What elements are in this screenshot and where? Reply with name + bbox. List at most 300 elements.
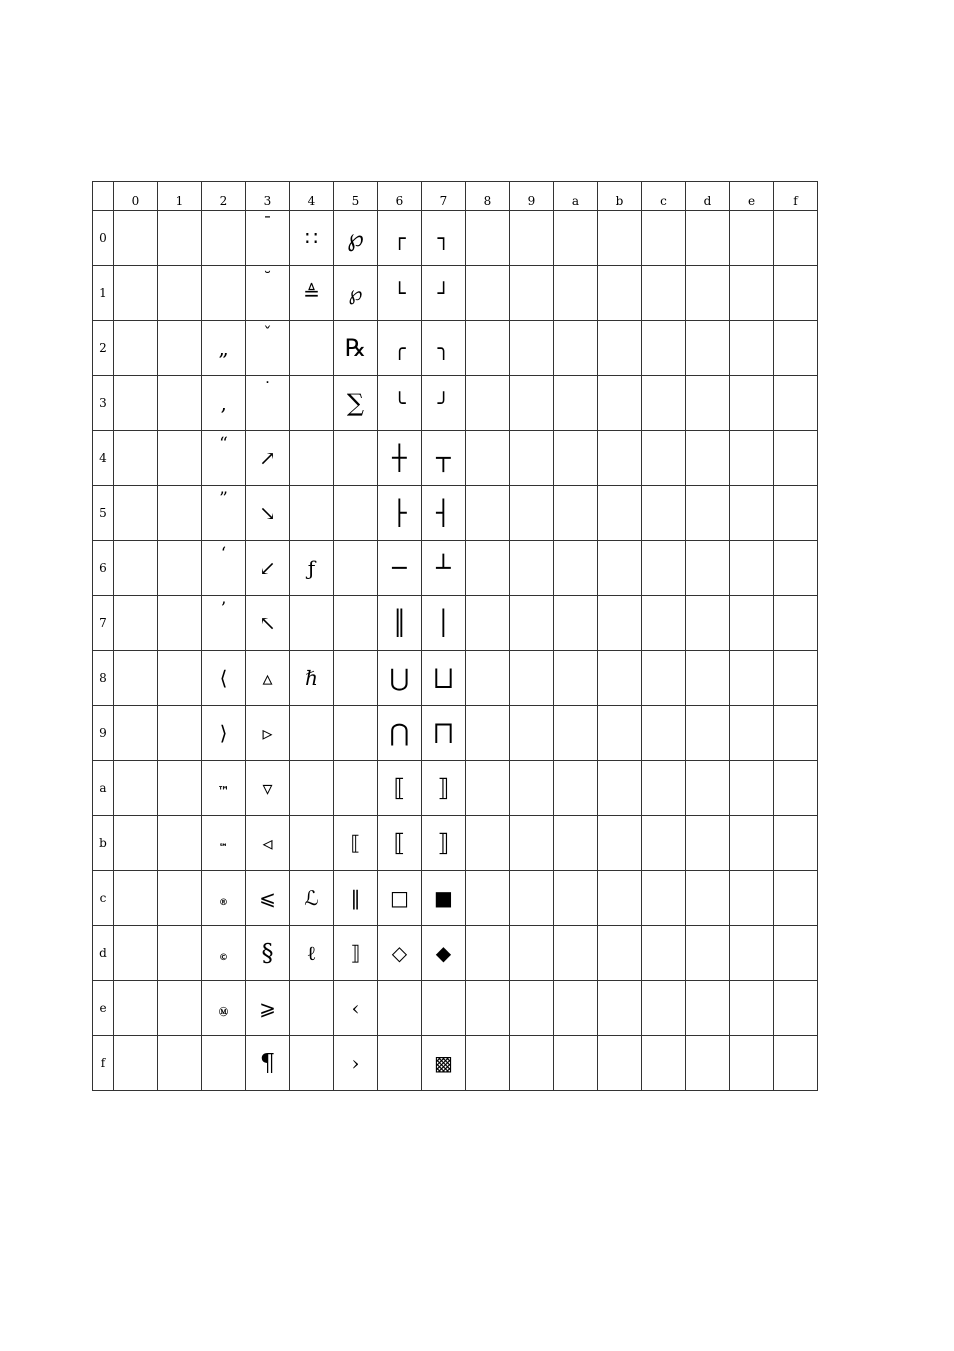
glyph-cell-73 [422,376,466,431]
glyph-cell-14 [158,431,202,486]
row-header-c: c [93,871,114,926]
column-header-e: e [730,182,774,211]
column-header-1: 1 [158,182,202,211]
glyph-cell-88 [466,651,510,706]
glyph-cell-f1 [774,266,818,321]
chart-row-0 [93,211,818,266]
glyph-cell-76 [422,541,466,596]
glyph-2b: ℠ [218,843,229,853]
column-header-row [93,182,818,211]
glyph-cell-70 [422,211,466,266]
glyph-cell-a2 [554,321,598,376]
glyph-cell-58 [334,651,378,706]
glyph-60: ┌ [393,226,406,250]
glyph-cell-86 [466,541,510,596]
glyph-cell-9a [510,761,554,816]
column-header-f: f [774,182,818,211]
glyph-cell-66 [378,541,422,596]
glyph-cell-43 [290,376,334,431]
chart-row-9 [93,706,818,761]
glyph-62: ╭ [393,336,406,360]
glyph-cell-4a [290,761,334,816]
glyph-cell-04 [114,431,158,486]
glyph-3c: ⩽ [259,886,276,910]
glyph-cell-e5 [730,486,774,541]
glyph-cell-d8 [686,651,730,706]
glyph-3a: ▿ [262,776,273,800]
glyph-67: ║ [392,609,407,637]
glyph-cell-0e [114,981,158,1036]
glyph-cell-84 [466,431,510,486]
glyph-cell-e4 [730,431,774,486]
glyph-5b: ⟦ [350,831,361,855]
glyph-cell-9f [510,1036,554,1091]
glyph-cell-4f [290,1036,334,1091]
glyph-cell-f3 [774,376,818,431]
glyph-68: ⋃ [389,664,410,692]
glyph-cell-95 [510,486,554,541]
glyph-cell-0f [114,1036,158,1091]
glyph-cell-06 [114,541,158,596]
glyph-cell-49 [290,706,334,761]
glyph-cell-8a [466,761,510,816]
glyph-cell-6c [378,871,422,926]
glyph-cell-cf [642,1036,686,1091]
row-header-0: 0 [93,211,114,266]
glyph-cell-10 [158,211,202,266]
glyph-cell-54 [334,431,378,486]
glyph-cell-34 [246,431,290,486]
glyph-cell-ff [774,1036,818,1091]
glyph-65: ├ [392,499,407,527]
glyph-cell-29 [202,706,246,761]
glyph-48: ℏ [305,666,318,690]
glyph-2e: Ⓜ [218,1008,228,1018]
glyph-cell-1a [158,761,202,816]
glyph-cell-16 [158,541,202,596]
glyph-70: ┐ [437,226,450,250]
row-header-3: 3 [93,376,114,431]
glyph-cell-93 [510,376,554,431]
chart-row-f [93,1036,818,1091]
glyph-cell-51 [334,266,378,321]
glyph-cell-c2 [642,321,686,376]
glyph-cell-5f [334,1036,378,1091]
glyph-cell-46 [290,541,334,596]
glyph-34: ↗ [259,446,276,470]
glyph-cell-4c [290,871,334,926]
glyph-cell-e1 [730,266,774,321]
glyph-cell-8c [466,871,510,926]
chart-body [93,211,818,1091]
glyph-cell-7e [422,981,466,1036]
glyph-cell-63 [378,376,422,431]
glyph-cell-ba [598,761,642,816]
character-code-chart [92,181,818,1091]
glyph-7b: ⟧ [437,829,450,857]
chart-row-1 [93,266,818,321]
glyph-cell-18 [158,651,202,706]
glyph-cell-c7 [642,596,686,651]
glyph-cell-a3 [554,376,598,431]
glyph-cell-3e [246,981,290,1036]
glyph-72: ╮ [437,336,450,360]
glyph-cell-03 [114,376,158,431]
glyph-cell-bd [598,926,642,981]
glyph-cell-bc [598,871,642,926]
glyph-cell-89 [466,706,510,761]
chart-row-d [93,926,818,981]
glyph-cell-0a [114,761,158,816]
glyph-cell-6e [378,981,422,1036]
glyph-cell-8f [466,1036,510,1091]
row-header-d: d [93,926,114,981]
glyph-cell-62 [378,321,422,376]
glyph-cell-b0 [598,211,642,266]
glyph-2c: ® [219,898,228,908]
glyph-22: „ [218,336,229,360]
glyph-cell-36 [246,541,290,596]
glyph-cell-e7 [730,596,774,651]
glyph-cell-f4 [774,431,818,486]
glyph-cell-aa [554,761,598,816]
glyph-6a: ⟦ [393,774,406,802]
row-header-a: a [93,761,114,816]
glyph-cell-90 [510,211,554,266]
glyph-6b: ⟦ [393,829,406,857]
glyph-cell-20 [202,211,246,266]
glyph-cell-24 [202,431,246,486]
glyph-cell-23 [202,376,246,431]
glyph-cell-4e [290,981,334,1036]
chart-row-2 [93,321,818,376]
chart-row-8 [93,651,818,706]
glyph-7f: ▩ [434,1051,453,1075]
glyph-cell-c1 [642,266,686,321]
glyph-71: ┘ [437,281,450,305]
glyph-cell-a9 [554,706,598,761]
glyph-cell-33 [246,376,290,431]
glyph-32: ˇ [263,324,272,344]
glyph-cell-85 [466,486,510,541]
chart-row-5 [93,486,818,541]
glyph-cell-40 [290,211,334,266]
glyph-52: ℞ [344,334,367,362]
glyph-73: ╯ [437,391,450,415]
glyph-cell-c8 [642,651,686,706]
glyph-cell-96 [510,541,554,596]
glyph-2a: ™ [217,784,230,798]
glyph-cell-91 [510,266,554,321]
glyph-cell-fc [774,871,818,926]
glyph-3e: ⩾ [259,996,276,1020]
glyph-61: └ [393,281,406,305]
glyph-cell-50 [334,211,378,266]
glyph-cell-39 [246,706,290,761]
glyph-cell-6d [378,926,422,981]
column-header-9: 9 [510,182,554,211]
glyph-cell-3a [246,761,290,816]
glyph-cell-05 [114,486,158,541]
row-header-1: 1 [93,266,114,321]
glyph-cell-e6 [730,541,774,596]
glyph-cell-c3 [642,376,686,431]
glyph-cell-b9 [598,706,642,761]
glyph-cell-64 [378,431,422,486]
glyph-cell-b7 [598,596,642,651]
glyph-cell-41 [290,266,334,321]
glyph-cell-31 [246,266,290,321]
glyph-cell-56 [334,541,378,596]
glyph-cell-79 [422,706,466,761]
chart-row-b [93,816,818,871]
glyph-cell-fa [774,761,818,816]
glyph-cell-2b [202,816,246,871]
glyph-cell-53 [334,376,378,431]
glyph-cell-f2 [774,321,818,376]
glyph-cell-09 [114,706,158,761]
glyph-cell-1d [158,926,202,981]
glyph-cell-26 [202,541,246,596]
glyph-37: ↖ [259,611,276,635]
chart-row-7 [93,596,818,651]
glyph-cell-02 [114,321,158,376]
glyph-cell-b5 [598,486,642,541]
glyph-cell-ab [554,816,598,871]
glyph-cell-bb [598,816,642,871]
glyph-cell-da [686,761,730,816]
glyph-cell-7f [422,1036,466,1091]
chart-row-a [93,761,818,816]
row-header-5: 5 [93,486,114,541]
glyph-cell-3d [246,926,290,981]
glyph-cell-01 [114,266,158,321]
glyph-cell-a6 [554,541,598,596]
glyph-cell-b2 [598,321,642,376]
glyph-cell-b1 [598,266,642,321]
column-header-d: d [686,182,730,211]
column-header-3: 3 [246,182,290,211]
glyph-cell-af [554,1036,598,1091]
row-header-2: 2 [93,321,114,376]
glyph-cell-de [686,981,730,1036]
glyph-cell-8b [466,816,510,871]
glyph-cell-00 [114,211,158,266]
glyph-cell-f9 [774,706,818,761]
glyph-cell-13 [158,376,202,431]
column-header-8: 8 [466,182,510,211]
glyph-cell-72 [422,321,466,376]
glyph-cell-d1 [686,266,730,321]
glyph-cell-5a [334,761,378,816]
glyph-cell-7d [422,926,466,981]
glyph-cell-82 [466,321,510,376]
chart-row-e [93,981,818,1036]
glyph-7d: ◆ [435,941,452,965]
glyph-5c: ‖ [350,886,361,910]
row-header-6: 6 [93,541,114,596]
glyph-40: ∷ [305,226,318,250]
glyph-cell-b8 [598,651,642,706]
glyph-cell-65 [378,486,422,541]
glyph-cell-19 [158,706,202,761]
glyph-3f: ¶ [259,1049,276,1077]
glyph-24: “ [219,434,228,454]
glyph-cell-c0 [642,211,686,266]
glyph-38: ▵ [262,666,273,690]
glyph-cell-ea [730,761,774,816]
glyph-cell-ef [730,1036,774,1091]
row-header-4: 4 [93,431,114,486]
glyph-cell-2a [202,761,246,816]
row-header-e: e [93,981,114,1036]
glyph-cell-ec [730,871,774,926]
column-header-2: 2 [202,182,246,211]
glyph-5e: ‹ [351,996,360,1020]
glyph-cell-6a [378,761,422,816]
glyph-cell-69 [378,706,422,761]
glyph-cell-eb [730,816,774,871]
glyph-cell-0c [114,871,158,926]
glyph-3b: ◃ [262,831,273,855]
glyph-cell-a1 [554,266,598,321]
glyph-cell-83 [466,376,510,431]
glyph-35: ↘ [259,501,276,525]
glyph-cell-9b [510,816,554,871]
glyph-cell-12 [158,321,202,376]
glyph-cell-5b [334,816,378,871]
glyph-cell-3b [246,816,290,871]
glyph-cell-61 [378,266,422,321]
glyph-cell-a0 [554,211,598,266]
glyph-cell-1c [158,871,202,926]
glyph-23: ‚ [220,391,227,415]
glyph-cell-52 [334,321,378,376]
glyph-cell-55 [334,486,378,541]
glyph-cell-e3 [730,376,774,431]
glyph-cell-ce [642,981,686,1036]
glyph-79: ⨅ [433,719,454,747]
glyph-cell-6b [378,816,422,871]
glyph-69: ⋂ [389,719,410,747]
row-header-b: b [93,816,114,871]
glyph-cell-97 [510,596,554,651]
glyph-cell-4d [290,926,334,981]
glyph-cell-44 [290,431,334,486]
glyph-cell-fb [774,816,818,871]
glyph-cell-e0 [730,211,774,266]
glyph-cell-11 [158,266,202,321]
glyph-cell-d9 [686,706,730,761]
glyph-cell-5e [334,981,378,1036]
column-header-4: 4 [290,182,334,211]
glyph-cell-0b [114,816,158,871]
chart-row-3 [93,376,818,431]
chart-row-6 [93,541,818,596]
glyph-cell-c9 [642,706,686,761]
glyph-74: ┬ [436,444,451,472]
glyph-cell-2f [202,1036,246,1091]
glyph-5d: ⟧ [350,941,361,965]
glyph-46: ƒ [307,556,316,580]
row-header-f: f [93,1036,114,1091]
glyph-cell-42 [290,321,334,376]
glyph-cell-5d [334,926,378,981]
column-header-0: 0 [114,182,158,211]
glyph-29: ⟩ [219,721,228,745]
glyph-cell-8d [466,926,510,981]
glyph-cell-db [686,816,730,871]
glyph-6c: □ [390,886,409,910]
glyph-cell-78 [422,651,466,706]
glyph-cell-08 [114,651,158,706]
glyph-cell-71 [422,266,466,321]
glyph-cell-37 [246,596,290,651]
glyph-cell-1f [158,1036,202,1091]
glyph-28: ⟨ [219,666,228,690]
glyph-cell-3f [246,1036,290,1091]
glyph-cell-df [686,1036,730,1091]
glyph-cell-38 [246,651,290,706]
glyph-cell-cd [642,926,686,981]
glyph-cell-ac [554,871,598,926]
chart-row-c [93,871,818,926]
glyph-75: ┤ [436,499,451,527]
glyph-cell-2d [202,926,246,981]
glyph-cell-30 [246,211,290,266]
glyph-26: ‘ [220,544,227,564]
glyph-cell-a4 [554,431,598,486]
glyph-78: ⨆ [433,664,454,692]
glyph-cell-b6 [598,541,642,596]
glyph-27: ’ [220,599,227,619]
glyph-cell-b4 [598,431,642,486]
glyph-7a: ⟧ [437,774,450,802]
glyph-6d: ◇ [391,941,408,965]
glyph-cell-be [598,981,642,1036]
glyph-cell-dc [686,871,730,926]
glyph-cell-ed [730,926,774,981]
glyph-cell-1b [158,816,202,871]
glyph-cell-27 [202,596,246,651]
glyph-cell-ca [642,761,686,816]
glyph-cell-f8 [774,651,818,706]
glyph-cell-81 [466,266,510,321]
glyph-cell-d5 [686,486,730,541]
glyph-cell-68 [378,651,422,706]
glyph-33: ˙ [263,379,272,399]
glyph-cell-7a [422,761,466,816]
glyph-cell-ad [554,926,598,981]
glyph-cell-9c [510,871,554,926]
glyph-50: ℘ [347,224,364,252]
corner-cell [93,182,114,211]
glyph-cell-15 [158,486,202,541]
column-header-b: b [598,182,642,211]
glyph-cell-d3 [686,376,730,431]
glyph-cell-92 [510,321,554,376]
glyph-41: ≜ [303,281,320,305]
glyph-cell-cc [642,871,686,926]
glyph-cell-f6 [774,541,818,596]
glyph-cell-28 [202,651,246,706]
glyph-36: ↙ [259,556,276,580]
glyph-cell-d0 [686,211,730,266]
glyph-cell-e9 [730,706,774,761]
glyph-30: ¯ [263,214,272,234]
glyph-cell-77 [422,596,466,651]
glyph-cell-99 [510,706,554,761]
